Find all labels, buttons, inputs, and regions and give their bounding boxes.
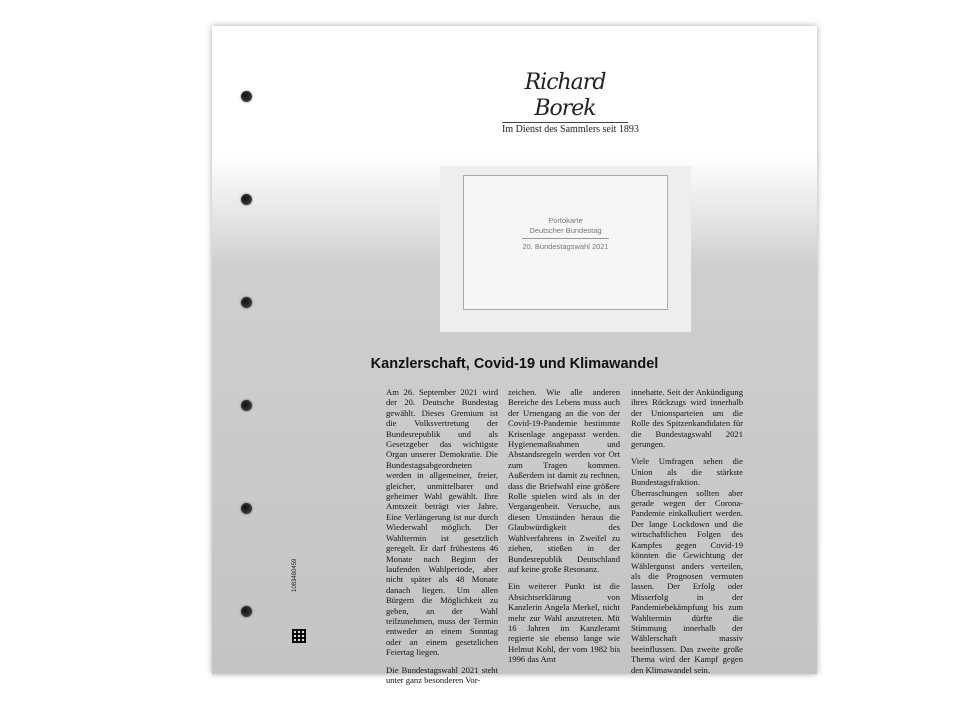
article-column-1: [386, 387, 498, 692]
stamp-divider: [522, 238, 609, 239]
stamp-placeholder: [463, 175, 668, 310]
punch-hole: [241, 400, 252, 411]
datamatrix-code: [292, 629, 306, 643]
paragraph: zeichen. Wie alle anderen Bereiche des Lebens muss auch der Urnengang an die von der Covid-19-Pandemie bestimmte Krisenlage angepasst werden. Hygienemaßnahmen und Abstandsregeln werden vor Ort zum Tragen kommen. Außerdem ist damit zu rechnen, dass die Briefwahl eine größere Rolle spielen wird als in der Vergangenheit. Versuche, aus diesen Umständen heraus die Glaubwürdigkeit des Wahlverfahrens in Zweifel zu ziehen, stießen in der Bundesrepublik Deutschland auf keine große Resonanz.: [508, 387, 620, 574]
punch-hole: [241, 91, 252, 102]
album-page: [212, 26, 817, 685]
paragraph: Ein weiterer Punkt ist die Absichtserklärung von Kanzlerin Angela Merkel, nicht mehr zur Wahl anzutreten. Mit 16 Jahren im Kanzleramt regierte sie ebenso lange wie Helmut Kohl, der vom 1982 bis 1996 das Amt: [508, 581, 620, 665]
stamp-title: Portokarte: [548, 216, 583, 225]
paragraph: Am 26. September 2021 wird der 20. Deutsche Bundestag gewählt. Dieses Gremium ist die Volksvertretung der Bundesrepublik und als Gesetzgeber das wichtigste Organ unserer Demokratie. Die Bundestagsabgeordneten werden in allgemeiner, freier, gleicher, unmittelbarer und geheimer Wahl gewählt. Ihre Amtszeit beträgt vier Jahre. Eine Verlängerung ist nur durch Wiederwahl möglich. Der Wahltermin ist gesetzlich geregelt. Er darf frühestens 46 Monate nach Beginn der laufenden Wahlperiode, aber nicht später als 48 Monate danach liegen. Um allen Bürgern die Möglichkeit zu geben, an der Wahl teilzunehmen, muss der Termin entweder an einem Sonntag oder an einem gesetzlichen Feiertag liegen.: [386, 387, 498, 658]
paragraph: Die Bundestagswahl 2021 steht unter ganz besonderen Vor-: [386, 664, 498, 685]
punch-hole: [241, 194, 252, 205]
article-column-2: [508, 387, 620, 672]
article-number: 1083480459: [292, 558, 298, 592]
stamp-mount: [440, 166, 691, 332]
paragraph: innehatte. Seit der Ankündigung ihres Rückzugs wird innerhalb der Unionsparteien um die Rolle des Spitzenkandidaten für die Bundestagswahl 2021 gerungen.: [631, 387, 743, 450]
punch-hole: [241, 297, 252, 308]
brand-logo: [502, 70, 639, 135]
article-column-3: [631, 387, 743, 682]
logo-tagline: Im Dienst des Sammlers seit 1893: [502, 124, 639, 135]
logo-script: Richard Borek: [524, 70, 606, 121]
punch-hole: [241, 503, 252, 514]
stamp-subtitle: Deutscher Bundestag: [529, 226, 602, 235]
article-headline: Kanzlerschaft, Covid-19 und Klimawandel: [370, 356, 659, 372]
punch-hole: [241, 606, 252, 617]
paragraph: Viele Umfragen sehen die Union als die stärkste Bundestagsfraktion. Überraschungen sollten aber gerade wegen der Corona-Pandemie einkalkuliert werden. Der lange Lockdown und die wirtschaftlichen Folgen des Kampfes gegen Covid-19 könnten die Gewichtung der Wählergunst anders verteilen, als die Prognosen vermuten lassen. Der Erfolg oder Misserfolg in der Pandemiebekämpfung bis zum Wahltermin dürfte die Stimmung innerhalb der Wählerschaft massiv beeinflussen. Das zweite große Thema wird der Kampf gegen den Klimawandel sein.: [631, 456, 743, 675]
stamp-issue: 20. Bundestagswahl 2021: [522, 242, 609, 251]
